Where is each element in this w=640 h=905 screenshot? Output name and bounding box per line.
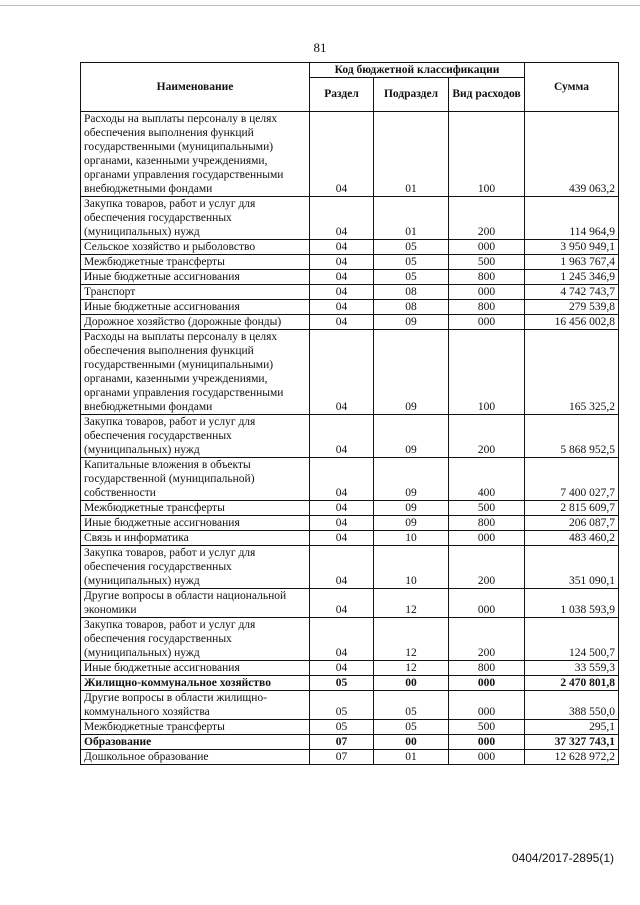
row-name: Другие вопросы в области национальной экономики [81, 589, 310, 618]
row-expense-type: 100 [449, 330, 525, 415]
row-name: Другие вопросы в области жилищно-коммунального хозяйства [81, 691, 310, 720]
row-name: Дорожное хозяйство (дорожные фонды) [81, 315, 310, 330]
table-row [81, 720, 619, 735]
row-sum: 3 950 949,1 [525, 240, 619, 255]
row-expense-type: 200 [449, 415, 525, 458]
row-expense-type: 000 [449, 735, 525, 750]
row-name: Межбюджетные трансферты [81, 501, 310, 516]
page-number: 81 [313, 40, 327, 55]
row-sum: 1 245 346,9 [525, 270, 619, 285]
header-name: Наименование [81, 63, 310, 112]
row-subsection: 05 [374, 270, 449, 285]
row-name: Межбюджетные трансферты [81, 255, 310, 270]
row-section: 04 [310, 285, 374, 300]
header-sum: Сумма [525, 63, 619, 112]
row-section: 04 [310, 589, 374, 618]
row-expense-type: 200 [449, 197, 525, 240]
top-rule [0, 5, 640, 6]
row-name: Иные бюджетные ассигнования [81, 661, 310, 676]
row-expense-type: 100 [449, 112, 525, 197]
budget-table [80, 62, 619, 765]
table-row [81, 691, 619, 720]
row-subsection: 01 [374, 112, 449, 197]
row-name: Жилищно-коммунальное хозяйство [81, 676, 310, 691]
row-expense-type: 000 [449, 750, 525, 765]
row-expense-type: 800 [449, 516, 525, 531]
row-name: Дошкольное образование [81, 750, 310, 765]
row-section: 04 [310, 197, 374, 240]
row-expense-type: 800 [449, 270, 525, 285]
table-row [81, 300, 619, 315]
table-row [81, 285, 619, 300]
table-row [81, 240, 619, 255]
row-sum: 206 087,7 [525, 516, 619, 531]
row-name: Межбюджетные трансферты [81, 720, 310, 735]
row-subsection: 10 [374, 546, 449, 589]
row-name: Связь и информатика [81, 531, 310, 546]
row-section: 04 [310, 618, 374, 661]
row-sum: 2 470 801,8 [525, 676, 619, 691]
row-name: Капитальные вложения в объекты государственной (муниципальной) собственности [81, 458, 310, 501]
row-sum: 351 090,1 [525, 546, 619, 589]
row-sum: 7 400 027,7 [525, 458, 619, 501]
row-expense-type: 800 [449, 300, 525, 315]
row-sum: 1 963 767,4 [525, 255, 619, 270]
row-name: Закупка товаров, работ и услуг для обеспечения государственных (муниципальных) нужд [81, 618, 310, 661]
row-section: 04 [310, 516, 374, 531]
table-row [81, 458, 619, 501]
table-row [81, 750, 619, 765]
table-row [81, 415, 619, 458]
row-name: Иные бюджетные ассигнования [81, 516, 310, 531]
row-subsection: 01 [374, 750, 449, 765]
row-sum: 4 742 743,7 [525, 285, 619, 300]
row-sum: 2 815 609,7 [525, 501, 619, 516]
row-sum: 124 500,7 [525, 618, 619, 661]
row-subsection: 01 [374, 197, 449, 240]
row-sum: 1 038 593,9 [525, 589, 619, 618]
row-section: 04 [310, 531, 374, 546]
table-row [81, 735, 619, 750]
row-section: 04 [310, 501, 374, 516]
row-subsection: 00 [374, 676, 449, 691]
row-section: 05 [310, 676, 374, 691]
row-expense-type: 000 [449, 240, 525, 255]
row-subsection: 09 [374, 516, 449, 531]
row-sum: 37 327 743,1 [525, 735, 619, 750]
row-expense-type: 500 [449, 255, 525, 270]
row-section: 04 [310, 300, 374, 315]
row-subsection: 09 [374, 458, 449, 501]
row-section: 05 [310, 720, 374, 735]
table-row [81, 112, 619, 197]
table-header [81, 63, 619, 112]
table-row [81, 531, 619, 546]
row-subsection: 05 [374, 255, 449, 270]
row-name: Иные бюджетные ассигнования [81, 270, 310, 285]
row-sum: 483 460,2 [525, 531, 619, 546]
row-expense-type: 000 [449, 691, 525, 720]
header-subsection: Подраздел [374, 78, 449, 112]
row-sum: 439 063,2 [525, 112, 619, 197]
row-section: 04 [310, 458, 374, 501]
table-row [81, 255, 619, 270]
row-name: Расходы на выплаты персоналу в целях обеспечения выполнения функций государственными (муниципальными) органами, казенными учреждениями, органами управления государственными внебюджетными фондами [81, 330, 310, 415]
row-section: 04 [310, 661, 374, 676]
row-sum: 5 868 952,5 [525, 415, 619, 458]
table-row [81, 546, 619, 589]
row-subsection: 12 [374, 661, 449, 676]
table-row [81, 676, 619, 691]
document-code: 0404/2017-2895(1) [511, 851, 614, 865]
table-row [81, 270, 619, 285]
row-sum: 12 628 972,2 [525, 750, 619, 765]
row-expense-type: 500 [449, 501, 525, 516]
row-expense-type: 200 [449, 618, 525, 661]
row-section: 04 [310, 255, 374, 270]
row-section: 07 [310, 735, 374, 750]
table-row [81, 516, 619, 531]
row-section: 04 [310, 546, 374, 589]
row-section: 04 [310, 330, 374, 415]
row-expense-type: 000 [449, 531, 525, 546]
table-body [81, 112, 619, 765]
row-subsection: 09 [374, 415, 449, 458]
row-subsection: 00 [374, 735, 449, 750]
row-section: 04 [310, 270, 374, 285]
row-subsection: 09 [374, 501, 449, 516]
row-subsection: 05 [374, 240, 449, 255]
row-name: Закупка товаров, работ и услуг для обеспечения государственных (муниципальных) нужд [81, 546, 310, 589]
row-sum: 295,1 [525, 720, 619, 735]
row-subsection: 05 [374, 691, 449, 720]
row-sum: 279 539,8 [525, 300, 619, 315]
row-expense-type: 000 [449, 315, 525, 330]
table-row [81, 618, 619, 661]
row-section: 04 [310, 112, 374, 197]
row-expense-type: 500 [449, 720, 525, 735]
row-subsection: 10 [374, 531, 449, 546]
row-sum: 33 559,3 [525, 661, 619, 676]
row-section: 05 [310, 691, 374, 720]
row-name: Образование [81, 735, 310, 750]
row-section: 04 [310, 415, 374, 458]
row-subsection: 08 [374, 285, 449, 300]
row-section: 04 [310, 315, 374, 330]
row-expense-type: 400 [449, 458, 525, 501]
header-section: Раздел [310, 78, 374, 112]
row-name: Сельское хозяйство и рыболовство [81, 240, 310, 255]
row-name: Расходы на выплаты персоналу в целях обеспечения выполнения функций государственными (муниципальными) органами, казенными учреждениями, органами управления государственными внебюджетными фондами [81, 112, 310, 197]
row-expense-type: 000 [449, 589, 525, 618]
row-sum: 388 550,0 [525, 691, 619, 720]
row-sum: 16 456 002,8 [525, 315, 619, 330]
row-name: Иные бюджетные ассигнования [81, 300, 310, 315]
table-row [81, 661, 619, 676]
row-subsection: 09 [374, 330, 449, 415]
table-row [81, 330, 619, 415]
row-subsection: 12 [374, 589, 449, 618]
table-row [81, 197, 619, 240]
row-sum: 165 325,2 [525, 330, 619, 415]
table-row [81, 315, 619, 330]
table-row [81, 589, 619, 618]
row-name: Транспорт [81, 285, 310, 300]
row-subsection: 09 [374, 315, 449, 330]
row-expense-type: 000 [449, 285, 525, 300]
row-section: 07 [310, 750, 374, 765]
header-expense-type: Вид расходов [449, 78, 525, 112]
row-section: 04 [310, 240, 374, 255]
row-expense-type: 200 [449, 546, 525, 589]
table-row [81, 501, 619, 516]
row-subsection: 08 [374, 300, 449, 315]
row-sum: 114 964,9 [525, 197, 619, 240]
header-code-group: Код бюджетной классификации [310, 63, 525, 78]
row-subsection: 05 [374, 720, 449, 735]
row-expense-type: 800 [449, 661, 525, 676]
row-expense-type: 000 [449, 676, 525, 691]
row-name: Закупка товаров, работ и услуг для обеспечения государственных (муниципальных) нужд [81, 197, 310, 240]
row-name: Закупка товаров, работ и услуг для обеспечения государственных (муниципальных) нужд [81, 415, 310, 458]
row-subsection: 12 [374, 618, 449, 661]
